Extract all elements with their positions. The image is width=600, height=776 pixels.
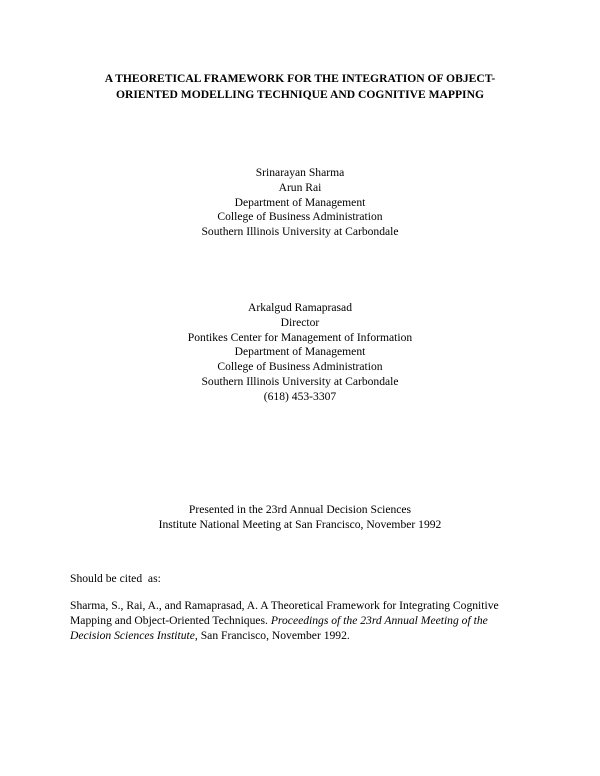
citation-line-2-plain: Mapping and Object-Oriented Techniques. — [70, 613, 271, 627]
presentation-note — [100, 503, 500, 533]
citation — [70, 599, 530, 643]
citation-line-2 — [70, 614, 530, 629]
author-role: Director — [280, 315, 320, 329]
author-university: Southern Illinois University at Carbondale — [201, 225, 399, 239]
author-center: Pontikes Center for Management of Information — [187, 330, 413, 344]
author-college: College of Business Administration — [217, 210, 383, 224]
citation-line-3 — [70, 629, 530, 644]
author-name-1: Srinarayan Sharma — [255, 166, 345, 179]
author-college: College of Business Administration — [217, 360, 383, 374]
author-name-2: Arun Rai — [278, 180, 322, 194]
author-department: Department of Management — [234, 345, 366, 359]
author-block-1 — [100, 166, 500, 240]
citation-line-1: Sharma, S., Rai, A., and Ramaprasad, A. A Theoretical Framework for Integrating Cognitive — [70, 599, 499, 612]
citation-line-2-italic: Proceedings of the 23rd Annual Meeting of the — [270, 613, 488, 627]
author-block-2 — [100, 301, 500, 405]
author-name-3: Arkalgud Ramaprasad — [248, 301, 352, 314]
title-line-1: A THEORETICAL FRAMEWORK FOR THE INTEGRATION OF OBJECT- — [104, 72, 496, 85]
citation-line-3-plain: , San Francisco, November 1992. — [194, 628, 350, 642]
presented-line-2: Institute National Meeting at San Francisco, November 1992 — [158, 517, 442, 531]
paper-title — [60, 71, 540, 103]
citation-line-3-italic: Decision Sciences Institute — [70, 628, 195, 642]
author-phone: (618) 453-3307 — [263, 389, 337, 403]
title-line-2: ORIENTED MODELLING TECHNIQUE AND COGNITIVE MAPPING — [116, 88, 484, 101]
cite-label: Should be cited as: — [70, 572, 161, 585]
presented-line-1: Presented in the 23rd Annual Decision Sciences — [188, 503, 412, 516]
author-department: Department of Management — [234, 195, 366, 209]
author-university: Southern Illinois University at Carbondale — [201, 374, 399, 388]
